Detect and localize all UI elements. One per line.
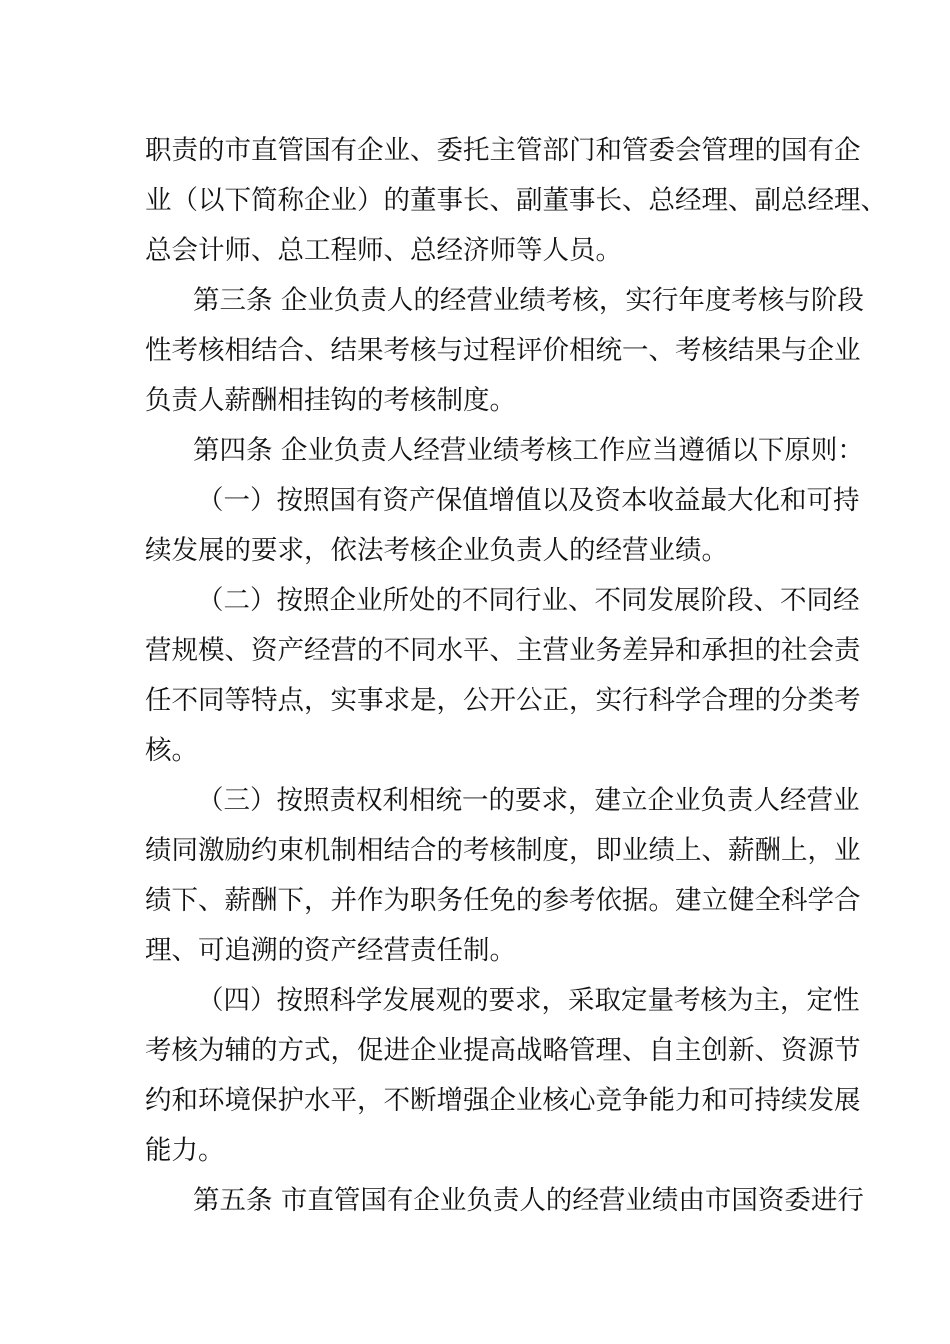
text-line: 营规模、资产经营的不同水平、主营业务差异和承担的社会责 — [145, 635, 861, 666]
clause-3-line: （三）按照责权利相统一的要求，建立企业负责人经营业 — [197, 785, 860, 816]
text-line: 性考核相结合、结果考核与过程评价相统一、考核结果与企业 — [145, 335, 861, 366]
text-line: 约和环境保护水平，不断增强企业核心竞争能力和可持续发展 — [145, 1085, 861, 1116]
article-5-heading-line: 第五条 市直管国有企业负责人的经营业绩由市国资委进行 — [193, 1185, 864, 1216]
text-line: 考核为辅的方式，促进企业提高战略管理、自主创新、资源节 — [145, 1035, 861, 1066]
text-line: 理、可追溯的资产经营责任制。 — [145, 935, 516, 966]
text-line: 续发展的要求，依法考核企业负责人的经营业绩。 — [145, 535, 728, 566]
text-line: 总会计师、总工程师、总经济师等人员。 — [145, 235, 622, 266]
text-line: 绩下、薪酬下，并作为职务任免的参考依据。建立健全科学合 — [145, 885, 861, 916]
text-line: 负责人薪酬相挂钩的考核制度。 — [145, 385, 516, 416]
text-line: 绩同激励约束机制相结合的考核制度，即业绩上、薪酬上，业 — [145, 835, 861, 866]
text-line: 业（以下简称企业）的董事长、副董事长、总经理、副总经理、 — [145, 185, 887, 216]
article-4-heading-line: 第四条 企业负责人经营业绩考核工作应当遵循以下原则： — [193, 435, 864, 466]
clause-4-line: （四）按照科学发展观的要求，采取定量考核为主，定性 — [197, 985, 860, 1016]
text-line: 职责的市直管国有企业、委托主管部门和管委会管理的国有企 — [145, 135, 861, 166]
article-3-heading-line: 第三条 企业负责人的经营业绩考核，实行年度考核与阶段 — [193, 285, 864, 316]
clause-1-line: （一）按照国有资产保值增值以及资本收益最大化和可持 — [197, 485, 860, 516]
clause-2-line: （二）按照企业所处的不同行业、不同发展阶段、不同经 — [197, 585, 860, 616]
text-line: 任不同等特点，实事求是，公开公正，实行科学合理的分类考 — [145, 685, 861, 716]
text-line: 核。 — [145, 735, 198, 766]
text-line: 能力。 — [145, 1135, 225, 1166]
